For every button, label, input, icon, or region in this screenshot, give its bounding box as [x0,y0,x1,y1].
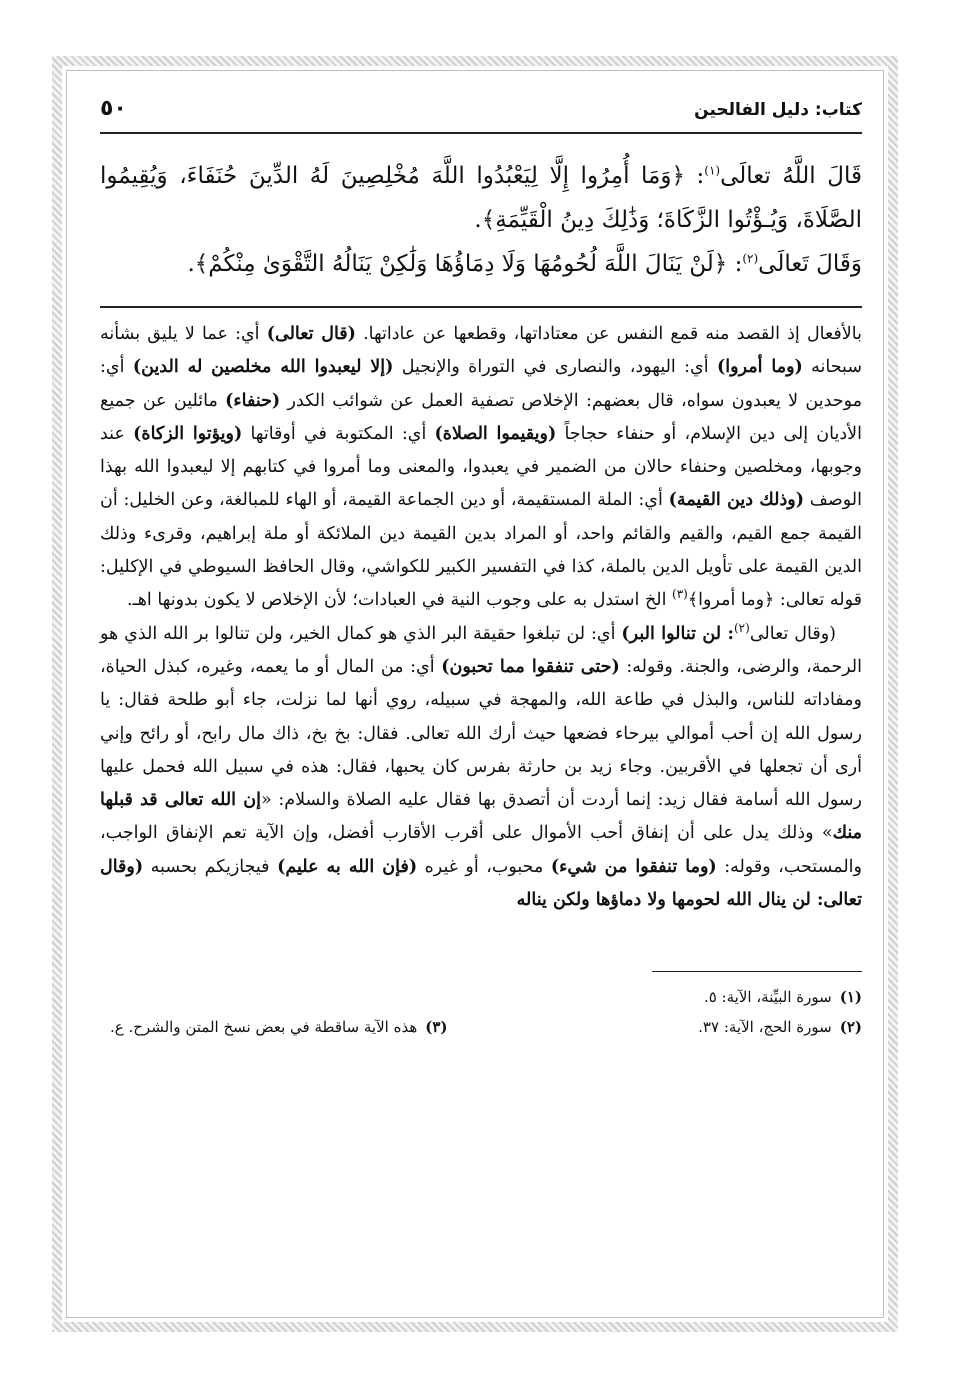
footnote-row [100,1012,862,1042]
footnote-divider [652,971,862,972]
quoted-text-bold: (وما تنفقوا من شيء) [550,856,717,877]
footnote-ref: (٣) [672,587,688,602]
matn-sharh-divider [100,306,862,308]
sharh-run: أي: المكتوبة في أوقاتها [242,423,435,444]
footnotes [100,982,862,1042]
matn-run: قَالَ اللَّهُ تعالَى [720,163,862,189]
running-header [100,90,862,134]
footnote-text: سورة البيِّنة، الآية: ٥. [703,988,832,1007]
quoted-text-bold: إن الله تعالى قد قبلها منك [100,790,862,844]
quoted-text-bold: (إلا ليعبدوا الله مخلصين له الدين) [132,357,394,378]
footnote-row [100,982,862,1012]
sharh-run: عند وجوبها، ومخلصين وحنفاء حالان من الضمير في يعبدوا، والمعنى وما أمروا في كتابهم إلا ليعبدوا الله بهذا الوصف [100,423,862,511]
matn-run: وَقَالَ تَعالَى [758,251,862,277]
sharh-run: أي: اليهود، والنصارى في التوراة والإنجيل [393,357,717,378]
footnote-number: (١) [839,988,862,1007]
page-number: ٥٠ [100,96,127,121]
quoted-text-bold: (قال تعالى) [266,324,356,344]
footnote-text: سورة الحج، الآية: ٣٧. [698,1018,832,1037]
sharh-run: بالأفعال إذ القصد منه قمع النفس عن معتاداتها، وقطعها عن عاداتها. [355,324,862,344]
footnote-ref: (٢) [733,620,750,635]
quoted-text-bold: (ويقيموا الصلاة) [434,423,557,444]
footnote-number: (٢) [839,1018,862,1037]
quoted-text-bold: (حنفاء) [225,390,281,411]
sharh-run: الخ استدل به على وجوب النية في العبادات؛ لأن الإخلاص لا يكون بدونها اهـ. [127,590,673,611]
book-title: كتاب: دليل الفالحين [694,100,862,120]
sharh-run: أي: موحدين لا يعبدون سواه، قال بعضهم: الإخلاص تصفية العمل عن شوائب الكدر [100,357,862,411]
sharh-commentary [100,318,862,917]
matn-verse-1 [100,154,862,242]
sharh-run: » وذلك يدل على أن إنفاق أحب الأموال على أقرب الأقارب أفضل، وإن الآية تعم الإنفاق الواجب، والمستحب، وقوله: [100,823,862,877]
matn-text [100,154,862,286]
matn-run: : ﴿لَنْ يَنَالَ اللَّهَ لُحُومُهَا وَلَا دِمَاؤُهَا وَلَٰكِنْ يَنَالُهُ التَّقْوَىٰ مِنْكُمْ﴾. [187,251,743,277]
quoted-text-bold: : لن تنالوا البر) [621,623,734,644]
quoted-text-bold: (حتى تنفقوا مما تحبون) [441,656,620,677]
sharh-run: فيجازيكم بحسبه [143,856,278,877]
sharh-run: مائلين عن جميع الأديان إلى دين الإسلام، أو حنفاء حجاجاً [100,390,862,444]
matn-verse-2 [100,242,862,286]
footnote-3 [110,1012,448,1042]
book-page [100,90,862,1310]
sharh-run: أي: الملة المستقيمة، أو دين الجماعة القيمة، أو الهاء للمبالغة، وعن الخليل: أن القيمة جمع القيم، والقيم والقائم واحد، أو المراد بدين القيمة دين الملائكة أو ملة إبراهيم، وقرىء وذلك الدين القيمة على تأويل الدين بالملة، كذا في التفسير الكبير للكواشي، وقال الحافظ السيوطي في الإكليل: قوله تعالى: ﴿وما أمروا﴾ [100,490,862,611]
footnote-number: (٣) [425,1018,448,1037]
quoted-text-bold: (وقال تعالى: لن ينال الله لحومها ولا دماؤها ولكن يناله [100,856,862,911]
matn-run: : ﴿وَمَا أُمِرُوا إِلَّا لِيَعْبُدُوا اللَّهَ مُخْلِصِينَ لَهُ الدِّينَ حُنَفَاءَ، وَيُقِيمُوا الصَّلَاةَ، وَيُـؤْتُوا الزَّكَاةَ؛ وَذَٰلِكَ دِينُ الْقَيِّمَةِ﴾. [100,163,862,233]
quoted-text-bold: (وما أمروا) [716,357,803,378]
footnote-text: هذه الآية ساقطة في بعض نسخ المتن والشرح. ع. [110,1018,418,1037]
sharh-run: أي: لن تبلغوا حقيقة البر الذي هو كمال الخير، ولن تنالوا بر الله الذي هو الرحمة، والرضى، والجنة. وقوله: [100,623,862,677]
sharh-paragraph [100,618,862,918]
footnote-2 [698,1012,862,1042]
footnote-1 [704,982,862,1012]
sharh-paragraph [100,318,862,618]
footnote-ref: (٢) [742,251,759,266]
sharh-run: أي: من المال أو ما يعمه، وغيره، كبذل الحياة، ومفاداته للناس، والبذل في طاعة الله، والمهجة في سبيله، روي أنها لما نزلت، جاء أبو طلحة فقال: يا رسول الله إن أحب أموالي بيرحاء فضعها حيث أرك الله تعالى. فقال: بخ بخ، ذاك مال رابح، أو رائح وإني أرى أن تجعلها في الأقربين. وجاء زيد بن حارثة بفرس كان يحبها، فقال: هذه في سبيل الله فحمل عليها رسول الله أسامة فقال زيد: إنما أردت أن أتصدق بها فقال عليه الصلاة والسلام: « [100,656,862,811]
quoted-text-bold: (وذلك دين القيمة) [668,490,804,511]
sharh-run: محبوب، أو غيره [417,856,551,877]
sharh-run: أي: عما لا يليق بشأنه سبحانه [100,324,863,378]
quoted-text-bold: (ويؤتوا الزكاة) [133,423,243,444]
footnote-ref: (١) [704,163,721,178]
sharh-run: (وقال تعالى [749,623,836,644]
quoted-text-bold: (فإن الله به عليم) [277,856,418,877]
